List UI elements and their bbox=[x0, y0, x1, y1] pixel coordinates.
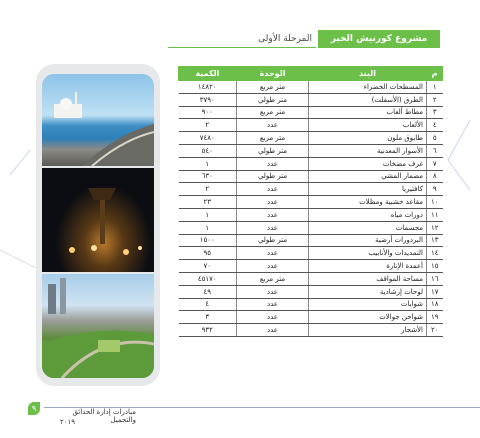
cell-qty: ١٤٨٢٠ bbox=[179, 81, 237, 94]
cell-num: ٢ bbox=[427, 93, 443, 106]
cell-num: ١٦ bbox=[427, 272, 443, 285]
footer-year: ٢٠١٩ bbox=[60, 418, 76, 426]
cell-qty: ٩٣٢ bbox=[179, 324, 237, 337]
cell-qty: ٣٧٩٠ bbox=[179, 93, 237, 106]
cell-unit: متر مربع bbox=[237, 272, 309, 285]
cell-unit: عدد bbox=[237, 196, 309, 209]
cell-item: الطرق (الأسفلت) bbox=[309, 93, 427, 106]
cell-item: مطاط ألعاب bbox=[309, 106, 427, 119]
table-row bbox=[179, 311, 443, 324]
cell-unit: متر مربع bbox=[237, 81, 309, 94]
page-number: ٩ bbox=[28, 402, 40, 415]
cell-qty: ١ bbox=[179, 157, 237, 170]
cell-num: ٨ bbox=[427, 170, 443, 183]
cell-item: لوحات إرشادية bbox=[309, 285, 427, 298]
table-row bbox=[179, 81, 443, 94]
cell-item: الأشجار bbox=[309, 324, 427, 337]
cell-qty: ٤٩ bbox=[179, 285, 237, 298]
cell-num: ٣ bbox=[427, 106, 443, 119]
page-header bbox=[168, 30, 440, 62]
table-row bbox=[179, 272, 443, 285]
cell-num: ١٤ bbox=[427, 247, 443, 260]
cell-qty: ٩٥ bbox=[179, 247, 237, 260]
cell-qty: ١ bbox=[179, 208, 237, 221]
col-item: البند bbox=[309, 67, 427, 81]
table-row bbox=[179, 170, 443, 183]
cell-qty: ٥٤٠ bbox=[179, 144, 237, 157]
cell-unit: عدد bbox=[237, 260, 309, 273]
cell-item: طابوق ملون bbox=[309, 132, 427, 145]
table-row bbox=[179, 324, 443, 337]
cell-item: شوايات bbox=[309, 298, 427, 311]
table-row bbox=[179, 93, 443, 106]
cell-unit: عدد bbox=[237, 208, 309, 221]
cell-qty: ٢٣ bbox=[179, 196, 237, 209]
cell-item: المسطحات الخضراء bbox=[309, 81, 427, 94]
col-num: م bbox=[427, 67, 443, 81]
cell-item: الأسوار المعدنية bbox=[309, 144, 427, 157]
cell-num: ٤ bbox=[427, 119, 443, 132]
col-qty: الكمية bbox=[179, 67, 237, 81]
table-row bbox=[179, 298, 443, 311]
cell-num: ١٨ bbox=[427, 298, 443, 311]
table-row bbox=[179, 196, 443, 209]
cell-num: ٧ bbox=[427, 157, 443, 170]
table-row bbox=[179, 285, 443, 298]
table-row bbox=[179, 208, 443, 221]
cell-item: كافتيريا bbox=[309, 183, 427, 196]
cell-unit: متر مربع bbox=[237, 132, 309, 145]
cell-qty: ٩٠٠ bbox=[179, 106, 237, 119]
cell-unit: عدد bbox=[237, 324, 309, 337]
cell-unit: عدد bbox=[237, 247, 309, 260]
cell-unit: متر مربع bbox=[237, 106, 309, 119]
cell-unit: عدد bbox=[237, 119, 309, 132]
cell-unit: عدد bbox=[237, 285, 309, 298]
col-unit: الوحدة bbox=[237, 67, 309, 81]
cell-unit: عدد bbox=[237, 183, 309, 196]
table-row bbox=[179, 247, 443, 260]
cell-item: مساحة المواقف bbox=[309, 272, 427, 285]
table-header-row bbox=[179, 67, 443, 81]
cell-num: ١٥ bbox=[427, 260, 443, 273]
cell-unit: متر طولي bbox=[237, 234, 309, 247]
cell-qty: ٤٥١٧٠ bbox=[179, 272, 237, 285]
cell-num: ١ bbox=[427, 81, 443, 94]
cell-item: البردورات أرضية bbox=[309, 234, 427, 247]
photo-panel bbox=[36, 64, 160, 386]
project-quantities-table bbox=[178, 66, 443, 337]
footer-department: مبادرات إدارة الحدائق والتجميل bbox=[72, 408, 136, 424]
cell-num: ١٠ bbox=[427, 196, 443, 209]
cell-num: ١١ bbox=[427, 208, 443, 221]
cell-qty: ٧٤٨٠ bbox=[179, 132, 237, 145]
cell-num: ٩ bbox=[427, 183, 443, 196]
cell-num: ٥ bbox=[427, 132, 443, 145]
cell-item: مضمار المشي bbox=[309, 170, 427, 183]
phase-label: المرحلة الأولى bbox=[258, 34, 312, 44]
cell-num: ١٩ bbox=[427, 311, 443, 324]
project-title: مشروع كورنيش الخبر الجديد bbox=[318, 30, 440, 48]
cell-item: غرف مضخات bbox=[309, 157, 427, 170]
table-row bbox=[179, 221, 443, 234]
table-row bbox=[179, 234, 443, 247]
cell-qty: ٦٣٠ bbox=[179, 170, 237, 183]
cell-num: ٦ bbox=[427, 144, 443, 157]
water-tower-night-photo bbox=[42, 168, 154, 272]
cell-qty: ٧٠ bbox=[179, 260, 237, 273]
cell-unit: عدد bbox=[237, 298, 309, 311]
cell-item: التمديدات والأنابيب bbox=[309, 247, 427, 260]
cell-num: ١٣ bbox=[427, 234, 443, 247]
cell-unit: عدد bbox=[237, 157, 309, 170]
cell-item: مقاعد خشبية ومظلات bbox=[309, 196, 427, 209]
cell-unit: متر طولي bbox=[237, 144, 309, 157]
table-row bbox=[179, 144, 443, 157]
cell-num: ١٢ bbox=[427, 221, 443, 234]
table-row bbox=[179, 119, 443, 132]
header-rule bbox=[168, 47, 316, 48]
cell-unit: عدد bbox=[237, 221, 309, 234]
cell-item: دورات مياه bbox=[309, 208, 427, 221]
table-row bbox=[179, 260, 443, 273]
cell-item: الألعاب bbox=[309, 119, 427, 132]
cell-num: ١٧ bbox=[427, 285, 443, 298]
cell-item: أعمدة الإنارة bbox=[309, 260, 427, 273]
cell-qty: ١٥٠٠ bbox=[179, 234, 237, 247]
cell-qty: ٢ bbox=[179, 119, 237, 132]
table-row bbox=[179, 157, 443, 170]
table-row bbox=[179, 106, 443, 119]
cell-unit: متر طولي bbox=[237, 170, 309, 183]
table-row bbox=[179, 132, 443, 145]
cell-qty: ٤ bbox=[179, 298, 237, 311]
park-aerial-photo bbox=[42, 274, 154, 378]
cell-unit: عدد bbox=[237, 311, 309, 324]
cell-qty: ٢ bbox=[179, 183, 237, 196]
cell-qty: ١ bbox=[179, 221, 237, 234]
corniche-day-photo bbox=[42, 74, 154, 166]
cell-item: مجسمات bbox=[309, 221, 427, 234]
cell-item: شواحن جوالات bbox=[309, 311, 427, 324]
cell-unit: متر طولي bbox=[237, 93, 309, 106]
table-body bbox=[179, 81, 443, 337]
cell-num: ٢٠ bbox=[427, 324, 443, 337]
table-row bbox=[179, 183, 443, 196]
cell-qty: ٣ bbox=[179, 311, 237, 324]
